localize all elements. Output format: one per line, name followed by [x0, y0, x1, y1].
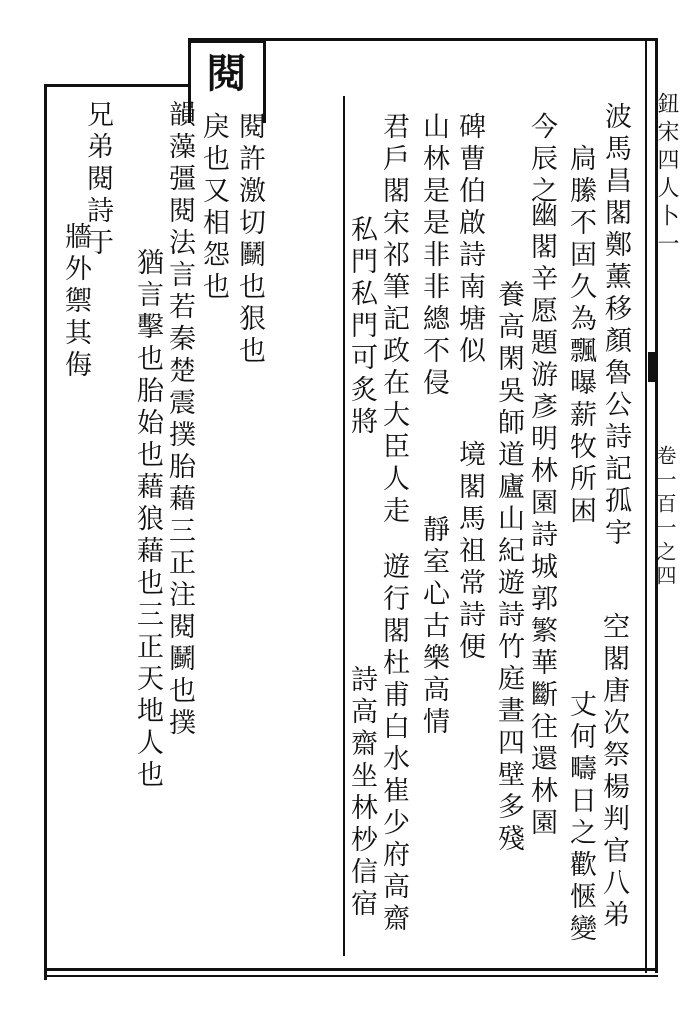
header-fragment: 鈕宋四人卜一: [654, 92, 679, 260]
text-column: 閱許激切鬭也狠也: [234, 112, 265, 368]
section-label: 卷一百一之四: [653, 445, 677, 589]
frame-left-rule: [44, 84, 47, 980]
text-column: 詩高齋坐林杪信宿: [346, 665, 377, 921]
text-column: 扃縢不固久為飄曝薪牧所困: [565, 144, 596, 528]
fishtail-mark: [648, 352, 656, 382]
text-column: 碑曹伯啟詩南塘似: [454, 112, 485, 368]
text-column: 遊行閣杜甫白水崔少府高齋: [378, 552, 409, 936]
text-column: 山林是是非非總不侵: [418, 112, 449, 400]
text-column: 丈何疇日之歡愜變: [565, 690, 596, 946]
text-column: 猶言擊也胎始也藉狼藉也三正天地人也: [132, 248, 163, 792]
frame-bottom-rule-inner: [44, 975, 658, 977]
frame-bottom-rule: [44, 968, 658, 971]
text-column: 養高閑吳師道廬山紀遊詩竹庭晝四壁多殘: [493, 280, 524, 856]
edge-tab-char: 閱: [200, 52, 247, 92]
text-column: 今辰之: [526, 112, 557, 208]
text-column: 兄弟閱詩于: [82, 100, 113, 260]
text-column: 戾也又相怨也: [198, 112, 229, 304]
text-column: 韻藻彊閱法言若秦楚震撲胎藉三正注閱鬭也撲: [164, 100, 195, 740]
text-column: 波馬昌閣鄭薰移顏魯公詩記孤宇: [600, 102, 631, 550]
text-column: 君戶閣宋祁筆記政在大臣人走: [378, 112, 409, 528]
text-column: 牆外禦其侮: [60, 222, 91, 382]
frame-right-rule-inner: [645, 38, 647, 973]
text-column: 境閣馬祖常詩便: [454, 440, 485, 664]
text-column: 私門私門可炙將: [346, 215, 377, 439]
text-column: 幽閣辛愿題游彥明林園詩城郭繁華斷往還林園: [526, 200, 557, 840]
column-divider: [343, 96, 345, 956]
text-column: 空閣唐次祭楊判官八弟: [598, 612, 629, 932]
text-column: 靜室心古樂高情: [418, 515, 449, 739]
frame-top-rule-left: [44, 84, 189, 87]
